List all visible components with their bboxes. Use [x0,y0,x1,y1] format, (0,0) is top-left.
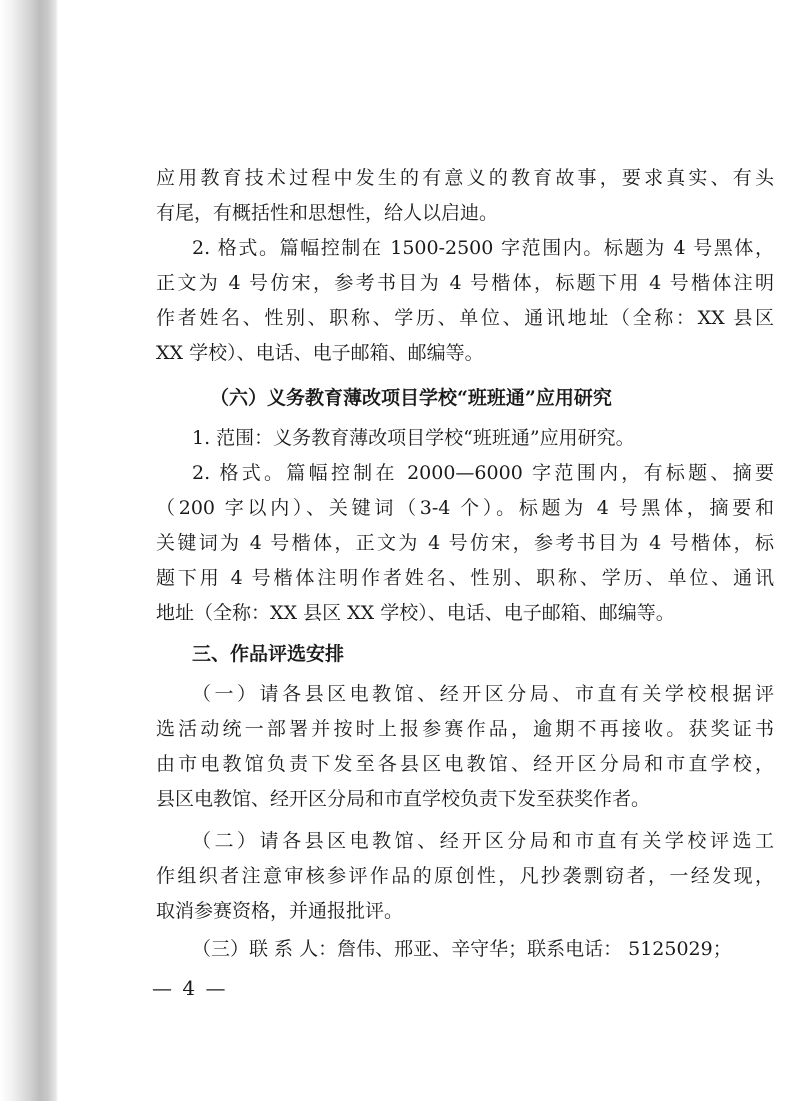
paragraph-line: 2. 格式。篇幅控制在 1500-2500 字范围内。标题为 4 号黑体， [192,237,774,259]
document-page [60,0,800,1101]
page-number: — 4 — [152,976,228,1000]
paragraph-line: XX 学校）、电话、电子邮箱、邮编等。 [156,342,484,364]
paragraph-line: 应用教育技术过程中发生的有意义的教育故事，要求真实、有头 [156,167,774,189]
paragraph-line: （三）联 系 人：詹伟、邢亚、辛守华；联系电话： 5125029； [192,938,732,960]
paragraph-line: 取消参赛资格，并通报批评。 [156,900,404,922]
paragraph-line: 作组织者注意审核参评作品的原创性，凡抄袭剽窃者，一经发现， [156,865,774,887]
paragraph-line: 题下用 4 号楷体注明作者姓名、性别、职称、学历、单位、通讯 [156,567,774,589]
paragraph-line: 关键词为 4 号楷体，正文为 4 号仿宋，参考书目为 4 号楷体，标 [156,532,774,554]
paragraph-line: 有尾，有概括性和思想性，给人以启迪。 [156,202,499,224]
paragraph-line: 地址（全称：XX 县区 XX 学校）、电话、电子邮箱、邮编等。 [156,602,675,624]
section-heading-6: （六）义务教育薄改项目学校“班班通”应用研究 [210,387,612,409]
paragraph-line: 县区电教馆、经开区分局和市直学校负责下发至获奖作者。 [156,788,651,810]
section-heading-3: 三、作品评选安排 [192,643,345,665]
scan-shadow-edge [0,0,58,1101]
paragraph-line: 正文为 4 号仿宋，参考书目为 4 号楷体，标题下用 4 号楷体注明 [156,272,774,294]
paragraph-line: 由市电教馆负责下发至各县区电教馆、经开区分局和市直学校， [156,753,774,775]
paragraph-line: 2. 格式。篇幅控制在 2000—6000 字范围内，有标题、摘要 [192,462,774,484]
paragraph-line: 选活动统一部署并按时上报参赛作品，逾期不再接收。获奖证书 [156,718,774,740]
paragraph-line: 作者姓名、性别、职称、学历、单位、通讯地址（全称：XX 县区 [156,307,774,329]
paragraph-line: 1. 范围：义务教育薄改项目学校“班班通”应用研究。 [192,427,635,449]
paragraph-line: （200 字以内）、关键词（3-4 个）。标题为 4 号黑体，摘要和 [156,497,774,519]
paragraph-line: （二）请各县区电教馆、经开区分局和市直有关学校评选工 [192,830,774,852]
paragraph-line: （一）请各县区电教馆、经开区分局、市直有关学校根据评 [192,683,774,705]
